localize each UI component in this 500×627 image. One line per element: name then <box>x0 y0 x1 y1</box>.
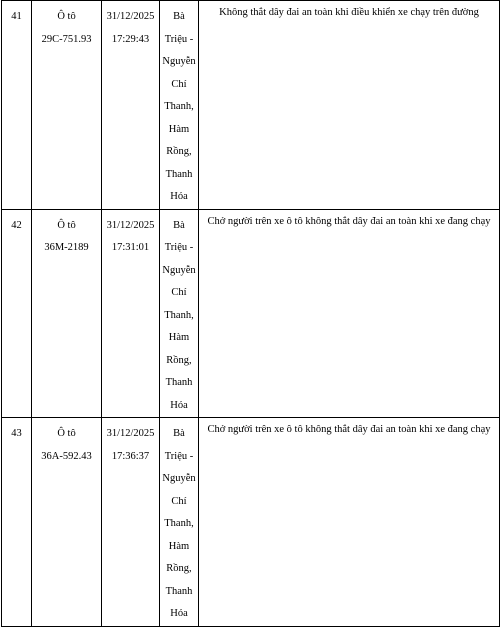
location-line: Chí <box>171 78 187 90</box>
violation-date: 31/12/2025 <box>106 11 155 22</box>
vehicle-type: Ô tô <box>57 219 76 231</box>
stt-cell <box>2 1 32 210</box>
violation-description: Không thắt dây đai an toàn khi điều khiển xe chạy trên đường <box>219 7 479 18</box>
location-line: Hóa <box>170 399 188 411</box>
vehicle-cell <box>32 1 102 210</box>
location-line: Hóa <box>170 191 188 202</box>
violation-time: 17:31:01 <box>111 242 150 253</box>
license-plate: 29C-751.93 <box>41 33 92 45</box>
violation-date: 31/12/2025 <box>106 428 155 439</box>
location-line: Hàm <box>168 123 190 135</box>
datetime-cell <box>102 209 160 418</box>
location-line: Nguyễn <box>162 264 196 276</box>
row-number: 41 <box>11 11 22 22</box>
vehicle-type: Ô tô <box>57 11 76 22</box>
violation-cell <box>199 418 500 627</box>
violation-cell <box>199 1 500 210</box>
location-line: Bà <box>173 219 185 231</box>
violation-time: 17:36:37 <box>111 450 150 462</box>
location-line: Thanh, <box>164 309 194 321</box>
location-line: Thanh <box>165 377 193 388</box>
license-plate: 36M-2189 <box>44 242 89 253</box>
location-cell <box>160 418 199 627</box>
location-line: Thanh, <box>164 518 194 529</box>
location-line: Chí <box>171 495 187 507</box>
vehicle-cell <box>32 209 102 418</box>
table-row <box>2 1 500 210</box>
location-line: Hóa <box>170 608 188 619</box>
table-row <box>2 418 500 627</box>
violation-time: 17:29:43 <box>111 33 150 45</box>
location-line: Thanh <box>165 585 193 597</box>
location-line: Rồng, <box>166 146 192 157</box>
location-line: Rồng, <box>166 354 192 366</box>
vehicle-type: Ô tô <box>57 428 76 439</box>
table-row <box>2 209 500 418</box>
location-line: Triệu - <box>164 450 194 462</box>
stt-cell <box>2 418 32 627</box>
vehicle-cell <box>32 418 102 627</box>
violation-description: Chở người trên xe ô tô không thắt dây đai an toàn khi xe đang chạy <box>207 424 491 435</box>
location-cell <box>160 1 199 210</box>
row-number: 42 <box>11 219 22 231</box>
violation-description: Chở người trên xe ô tô không thắt dây đai an toàn khi xe đang chạy <box>207 215 491 227</box>
location-line: Triệu - <box>164 242 194 253</box>
location-line: Bà <box>173 11 185 22</box>
datetime-cell <box>102 1 160 210</box>
stt-cell <box>2 209 32 418</box>
location-line: Thanh, <box>164 101 194 112</box>
location-line: Chí <box>171 287 187 298</box>
location-line: Rồng, <box>166 563 192 574</box>
row-number: 43 <box>11 428 22 439</box>
location-line: Thanh <box>165 168 193 180</box>
location-cell <box>160 209 199 418</box>
violation-date: 31/12/2025 <box>106 219 155 231</box>
datetime-cell <box>102 418 160 627</box>
location-line: Bà <box>173 428 185 439</box>
license-plate: 36A-592.43 <box>41 450 92 462</box>
violations-table <box>1 0 500 627</box>
location-line: Hàm <box>168 540 190 552</box>
location-line: Hàm <box>168 332 190 343</box>
violation-cell <box>199 209 500 418</box>
location-line: Triệu - <box>164 33 194 45</box>
location-line: Nguyễn <box>162 473 196 484</box>
location-line: Nguyễn <box>162 56 196 67</box>
